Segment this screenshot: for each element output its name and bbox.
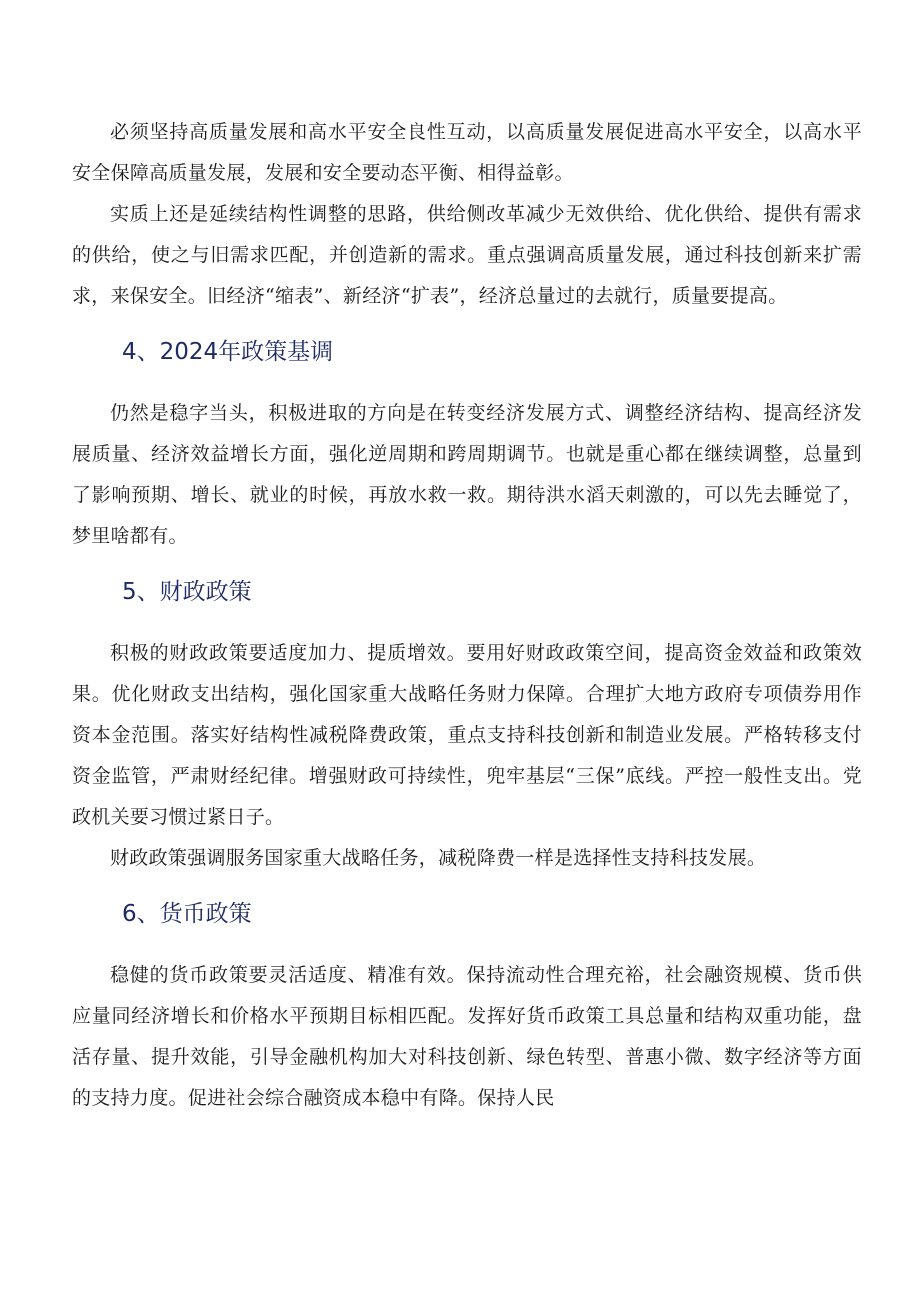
section-heading-fiscal-policy: 5、财政政策 bbox=[122, 579, 252, 605]
document-body bbox=[72, 112, 862, 1119]
paragraph-fiscal-summary: 财政政策强调服务国家重大战略任务，减税降费一样是选择性支持科技发展。 bbox=[110, 847, 767, 869]
paragraph-policy-tone: 仍然是稳字当头，积极进取的方向是在转变经济发展方式、调整经济结构、提高经济发展质量、经济效益增长方面，强化逆周期和跨周期调节。也就是重心都在继续调整，总量到了影响预期、增长、就业的时候，再放水救一救。期待洪水滔天刺激的，可以先去睡觉了，梦里啥都有。 bbox=[72, 402, 862, 547]
paragraph-structural-adjustment: 实质上还是延续结构性调整的思路，供给侧改革减少无效供给、优化供给、提供有需求的供给，使之与旧需求匹配，并创造新的需求。重点强调高质量发展，通过科技创新来扩需求，来保安全。旧经济“缩表”、新经济“扩表”，经济总量过的去就行，质量要提高。 bbox=[72, 203, 862, 307]
section-heading-monetary-policy: 6、货币政策 bbox=[122, 901, 252, 927]
section-heading-policy-tone: 4、2024年政策基调 bbox=[122, 339, 334, 365]
paragraph-security-development: 必须坚持高质量发展和高水平安全良性互动，以高质量发展促进高水平安全，以高水平安全保障高质量发展，发展和安全要动态平衡、相得益彰。 bbox=[72, 121, 862, 184]
paragraph-fiscal-policy: 积极的财政政策要适度加力、提质增效。要用好财政政策空间，提高资金效益和政策效果。优化财政支出结构，强化国家重大战略任务财力保障。合理扩大地方政府专项债券用作资本金范围。落实好结构性减税降费政策，重点支持科技创新和制造业发展。严格转移支付资金监管，严肃财经纪律。增强财政可持续性，兜牢基层“三保”底线。严控一般性支出。党政机关要习惯过紧日子。 bbox=[72, 642, 862, 828]
paragraph-monetary-policy: 稳健的货币政策要灵活适度、精准有效。保持流动性合理充裕，社会融资规模、货币供应量同经济增长和价格水平预期目标相匹配。发挥好货币政策工具总量和结构双重功能，盘活存量、提升效能，引导金融机构加大对科技创新、绿色转型、普惠小微、数字经济等方面的支持力度。促进社会综合融资成本稳中有降。保持人民 bbox=[72, 964, 862, 1109]
